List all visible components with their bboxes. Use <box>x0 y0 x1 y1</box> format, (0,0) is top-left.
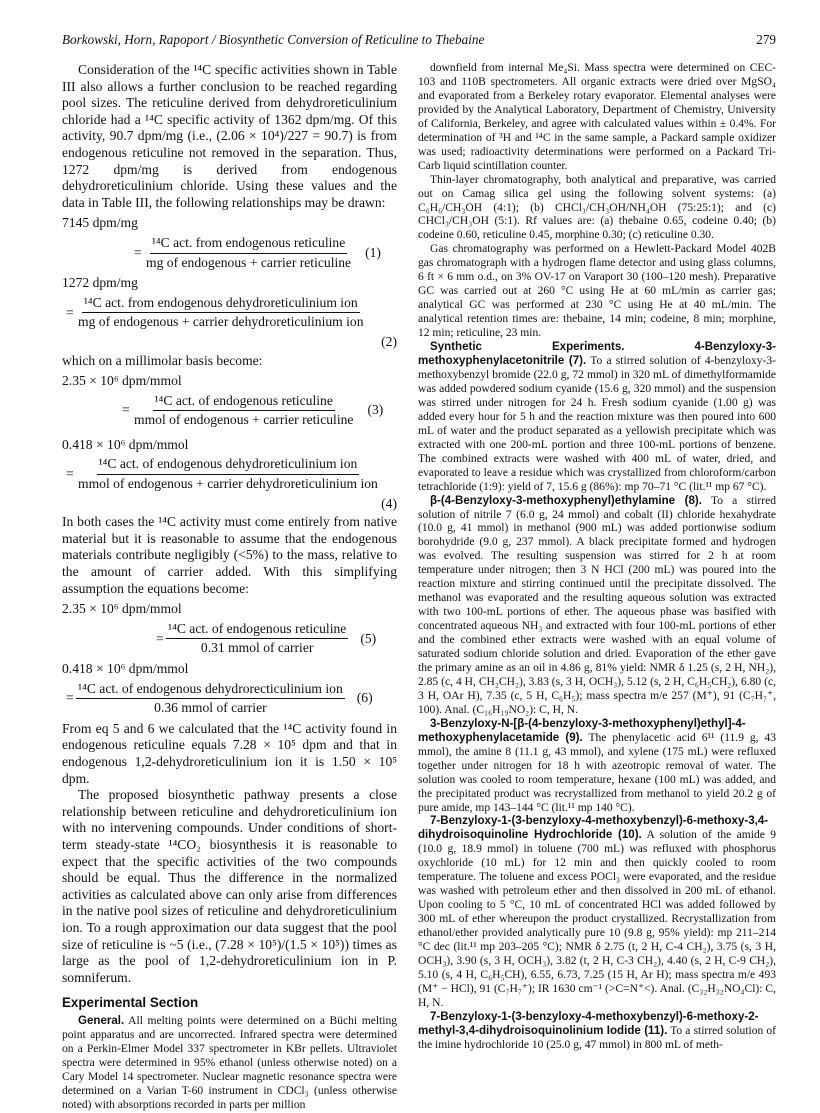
paragraph-eq-results: From eq 5 and 6 we calculated that the ¹⁴C activity found in endogenous reticuline equals 7.28 × 10⁵ dpm and that in endogenous 1,2-dehydroreticulinium ion it is 1.50 × 10⁵ dpm. <box>62 720 397 786</box>
paragraph-pathway: The proposed biosynthetic pathway presents a close relationship between reticuline and dehydroreticulinium ion with no intervening compounds. Under conditions of short-term steady-state ¹⁴CO₂ biosynthesis it is reasonable to expect that the specific activities of the two compounds should be equal. Thus the difference in the normalized activities as calculated above can only arise from differences in the native pool sizes of reticuline and dehydroreticulinium ion. To a rough approximation our data suggest that the pool size of reticuline is ~5 (i.e., (7.28 × 10⁵)/(1.5 × 10⁵)) times as large as the pool of 1,2-dehydroreticulinium ion in P. somniferum. <box>62 787 397 985</box>
equation-1-denominator: mg of endogenous + carrier reticuline <box>146 254 352 270</box>
paragraph-iodide-11 <box>418 1011 776 1053</box>
equation-2-lhs: 1272 dpm/mg <box>62 275 138 291</box>
equation-3-denominator: mmol of endogenous + carrier reticuline <box>134 412 354 428</box>
paragraph-amine-8 <box>418 495 776 718</box>
equation-4: 0.418 × 10⁶ dpm/mmol = $\frac{\text{¹⁴C act. of endogenous dehydroreticulinium ion}}{\text{mmol of endogenous + carrier dehydroreticulinium ion}}$ (4) <box>62 436 397 511</box>
equation-3-numerator: ¹⁴C act. of endogenous reticuline <box>153 393 335 412</box>
equation-4-lhs: 0.418 × 10⁶ dpm/mmol <box>62 436 189 452</box>
paragraph-millimolar: which on a millimolar basis become: <box>62 352 263 368</box>
equation-5: 2.35 × 10⁶ dpm/mmol = $\frac{\text{¹⁴C act. of endogenous reticuline}}{\text{0.31 mmol of carrier}}$ (5) <box>62 601 397 657</box>
equation-4-denominator: mmol of endogenous + carrier dehydroreticulinium ion <box>78 476 378 492</box>
paragraph-assumption: In both cases the ¹⁴C activity must come entirely from native material but it is reasonable to assume that the endogenous materials contribute negligibly (<5%) to the mass, relative to the amount of carrier added. With this simplifying assumption the equations become: <box>62 514 397 596</box>
heading-amide-9: 3-Benzyloxy-N-[β-(4-benzyloxy-3-methoxyphenyl)ethyl]-4-methoxyphenylacetamide (9). <box>418 717 746 744</box>
equation-6-denominator: 0.36 mmol of carrier <box>154 700 267 716</box>
equation-2-numerator: ¹⁴C act. from endogenous dehydroreticulinium ion <box>82 295 360 314</box>
text-imine-10: A solution of the amide 9 (10.0 g, 18.9 mmol) in toluene (700 mL) was refluxed with phosphorus oxychloride (10 mL) for 12 min and then quickly cooled to room temperature. The toluene and excess POCl₃ were evaporated, and the residue was washed with petroleum ether and then dissolved in 200 mL of ethanol. Upon cooling to 5 °C, 10 mL of concentrated HCl was added followed by 300 mL of ether whereupon the product crystallized. Recrystallization from ethanol/ether provided analytically pure 10 (9.8 g, 95% yield): mp 211–214 °C dec (lit.¹¹ mp 203–205 °C); NMR δ 2.75 (t, 2 H, C-4 CH₂), 3.75 (s, 3 H, OCH₃), 3.90 (s, 3 H, OCH₃), 3.82 (t, 2 H, C-3 CH₂), 4.40 (s, 2 H, C-9 CH₂), 5.10 (s, 4 H, C₆H₅CH), 6.55, 6.73, 7.25 (15 H, Ar H); mass spectra m/e 493 (M⁺ − HCl), 91 (C₇H₇⁺); IR 1630 cm⁻¹ (>C=N⁺<). Anal. (C₃₂H₃₂NO₄Cl): C, H, N. <box>418 829 777 1009</box>
equation-6: 0.418 × 10⁶ dpm/mmol = $\frac{\text{¹⁴C act. of endogenous dehydrorecticulinium ion}}{\text{0.36 mmol of carrier}}$ (6) <box>62 661 397 717</box>
page-number: 279 <box>756 32 776 47</box>
text-amine-8: To a stirred solution of nitrile 7 (6.0 g, 24 mmol) and cobalt (II) chloride hexahydrate (10.0 g, 41 mmol) in methanol (900 mL) was added portionwise sodium borohydride (9.0 g, 237 mmol). A black precipitate formed and hydrogen was evolved. The resulting suspension was stirred for 2 h at room temperature under nitrogen; then 3 N HCl (200 mL) was poured into the reaction mixture and stirring continued until the precipitate dissolved. The methanol was evaporated and the resulting aqueous solution was extracted with two 100-mL portions of ether. The aqueous phase was basified with concentrated aqueous NH₃ and extracted with four 100-mL portions of ether and the combined ether extracts were washed with an equal volume of saturated sodium chloride solution and dried. Evaporation of the ether gave the primary amine as an oil in 4.86 g, 81% yield: NMR δ 1.25 (s, 2 H, NH₂), 2.85 (c, 4 H, CH₂CH₂), 3.83 (s, 3 H, OCH₃), 5.12 (s, 2 H, C₆H₅CH₂), 6.80 (c, 3 H, OAr H), 7.35 (c, 5 H, C₆H₅); mass spectra m/e 257 (M⁺), 91 (C₇H₇⁺, 100). Anal. (C₁₆H₁₉NO₂): C, H, N. <box>418 494 777 716</box>
equation-4-number: (4) <box>381 495 397 511</box>
equation-1: 7145 dpm/mg = $\frac{\text{¹⁴C act. from endogenous reticuline}}{\text{mg of endogenous + carrier reticuline}}$ (1) <box>62 215 397 271</box>
section-title-experimental: Experimental Section <box>62 995 199 1011</box>
left-column <box>62 62 397 1113</box>
heading-nitrile-7: Synthetic Experiments. 4-Benzyloxy-3-methoxyphenylacetonitrile (7). <box>418 341 776 368</box>
paragraph-tlc: Thin-layer chromatography, both analytical and preparative, was carried out on Camag silica gel using the following solvent systems: (a) C₆H₆/CH₃OH (4:1); (b) CHCl₃/CH₃OH/NH₄OH (75:25:1); and (c) CHCl₃/CH₃OH (5:1). Rf values are: (a) thebaine 0.65, codeine 0.40; (b) codeine 0.60, reticuline 0.45, morphine 0.30; (c) reticuline 0.30. <box>418 173 776 242</box>
equation-5-numerator: ¹⁴C act. of endogenous reticuline <box>166 621 348 640</box>
equation-6-numerator: ¹⁴C act. of endogenous dehydrorecticulinium ion <box>76 681 345 700</box>
heading-imine-10: 7-Benzyloxy-1-(3-benzyloxy-4-methoxybenzyl)-6-methoxy-3,4-dihydroisoquinoline Hydrochloride (10). <box>418 815 769 842</box>
equation-1-lhs: 7145 dpm/mg <box>62 215 138 231</box>
equation-1-numerator: ¹⁴C act. from endogenous reticuline <box>150 235 347 254</box>
paragraph-general <box>62 1015 397 1113</box>
paragraph-instrumentation: downfield from internal Me₄Si. Mass spectra were determined on CEC-103 and 110B spectrometers. All organic extracts were dried over MgSO₄ and evaporated from a Berkeley rotary evaporator. Elemental analyses were provided by the Analytical Laboratory, Department of Chemistry, University of California, Berkeley, and agree with calculated values within ± 0.4%. For determination of ³H and ¹⁴C in the same sample, a Packard sample oxidizer was used; radioactivity determinations were performed on a Packard Tri-Carb liquid scintillation counter. <box>418 62 776 172</box>
paragraph-amide-9 <box>418 718 776 816</box>
equation-5-number: (5) <box>360 630 377 646</box>
paragraph-nitrile-7 <box>418 341 776 494</box>
text-amide-9: The phenylacetic acid 6¹¹ (11.9 g, 43 mmol), the amine 8 (11.1 g, 43 mmol), and xylene (175 mL) were refluxed together under nitrogen for 18 h with azeotropic removal of water. The solution was cooled to room temperature, hexane (100 mL) was added, and the precipitated product was recrystallized from methanol to yield 20.2 g of pure amide, mp 143–144 °C (lit.¹¹ mp 140 °C). <box>418 731 777 814</box>
paragraph-imine-10 <box>418 815 776 1010</box>
equation-3-lhs: 2.35 × 10⁶ dpm/mmol <box>62 373 182 389</box>
equation-2: 1272 dpm/mg = $\frac{\text{¹⁴C act. from endogenous dehydroreticulinium ion}}{\text{mg of endogenous + carrier dehydroreticulinium ion}}$ (2) <box>62 275 397 349</box>
text-nitrile-7: To a stirred solution of 4-benzyloxy-3-methoxybenzyl bromide (22.0 g, 72 mmol) in 320 mL of dimethylformamide was added powdered sodium cyanide (15.6 g, 320 mmol) and the suspension was stirred under nitrogen for 24 h. Fresh sodium cyanide (1.00 g) was added every hour for 5 h and the reaction mixture was then poured into 600 mL of water and the product separated as a yellowish precipitate which was extracted with one 200-mL portion and three 100-mL portions of benzene. The combined extracts were washed with 400 mL of water, dried, and evaporated to leave a residue which was crystallized from chloroform/carbon tetrachloride (1:9): yield of 7, 15.6 g (86%): mp 70–71 °C (lit.¹¹ mp 67 °C). <box>418 355 776 493</box>
heading-iodide-11: 7-Benzyloxy-1-(3-benzyloxy-4-methoxybenzyl)-6-methoxy-2-methyl-3,4-dihydroisoquinolinium Iodide (11). <box>418 1010 759 1037</box>
general-heading: General. <box>78 1014 125 1027</box>
text-iodide-11: To a stirred solution of the imine hydrochloride 10 (25.0 g, 47 mmol) in 800 mL of meth- <box>418 1024 776 1051</box>
general-text: All melting points were determined on a Büchi melting point apparatus and are uncorrected. Infrared spectra were determined on a Perkin-Elmer Model 337 spectrometer in KBr pellets. Ultraviolet spectra were determined in 95% ethanol (unless otherwise noted) on a Cary Model 14 spectrometer. Nuclear magnetic resonance spectra were determined on a Varian T-60 instrument in CDCl₃ (unless otherwise noted) with absorptions recorded in parts per million <box>62 1014 398 1111</box>
right-column <box>418 62 776 1053</box>
equation-5-denominator: 0.31 mmol of carrier <box>200 640 314 656</box>
equation-4-numerator: ¹⁴C act. of endogenous dehydroreticulinium ion <box>97 456 360 475</box>
equation-1-number: (1) <box>365 244 381 260</box>
heading-amine-8: β-(4-Benzyloxy-3-methoxyphenyl)ethylamine (8). <box>430 494 702 507</box>
equation-6-number: (6) <box>356 690 373 706</box>
running-title: Borkowski, Horn, Rapoport / Biosynthetic Conversion of Reticuline to Thebaine <box>62 32 485 47</box>
equation-3-number: (3) <box>367 402 384 418</box>
running-header <box>62 32 776 50</box>
paragraph-pool-sizes: Consideration of the ¹⁴C specific activities shown in Table III also allows a further conclusion to be reached regarding pool sizes. The reticuline derived from dehydroreticulinium chloride had a ¹⁴C specific activity of 1362 dpm/mg. Of this activity, 90.7 dpm/mg (i.e., (2.06 × 10⁴)/227 = 90.7) is from endogenous reticuline not removed in the separation. Thus, 1272 dpm/mg is derived from endogenous dehydroreticulinium chloride. Using these values and the data in Table III, the following relationships may be drawn: <box>62 62 397 210</box>
equation-2-denominator: mg of endogenous + carrier dehydroreticulinium ion <box>78 314 364 330</box>
equation-3: 2.35 × 10⁶ dpm/mmol = $\frac{\text{¹⁴C act. of endogenous reticuline}}{\text{mmol of endogenous + carrier reticuline}}$ (3) <box>62 373 397 429</box>
equation-6-lhs: 0.418 × 10⁶ dpm/mmol <box>62 661 189 676</box>
equation-2-number: (2) <box>381 333 397 349</box>
equation-5-lhs: 2.35 × 10⁶ dpm/mmol <box>62 601 182 617</box>
paragraph-gc: Gas chromatography was performed on a Hewlett-Packard Model 402B gas chromatograph with a hydrogen flame detector and using glass columns, 6 ft × 6 mm o.d., on 3% OV-17 on Varaport 30 (100–120 mesh). Preparative GC was carried out at 260 °C using He at 60 mL/min as carrier gas; analytical GC was performed at 230 °C using He at 40 mL/min. The analytical retention times are: thebaine, 14 min; codeine, 8 min; morphine, 12 min; reticuline, 23 min. <box>418 243 776 340</box>
